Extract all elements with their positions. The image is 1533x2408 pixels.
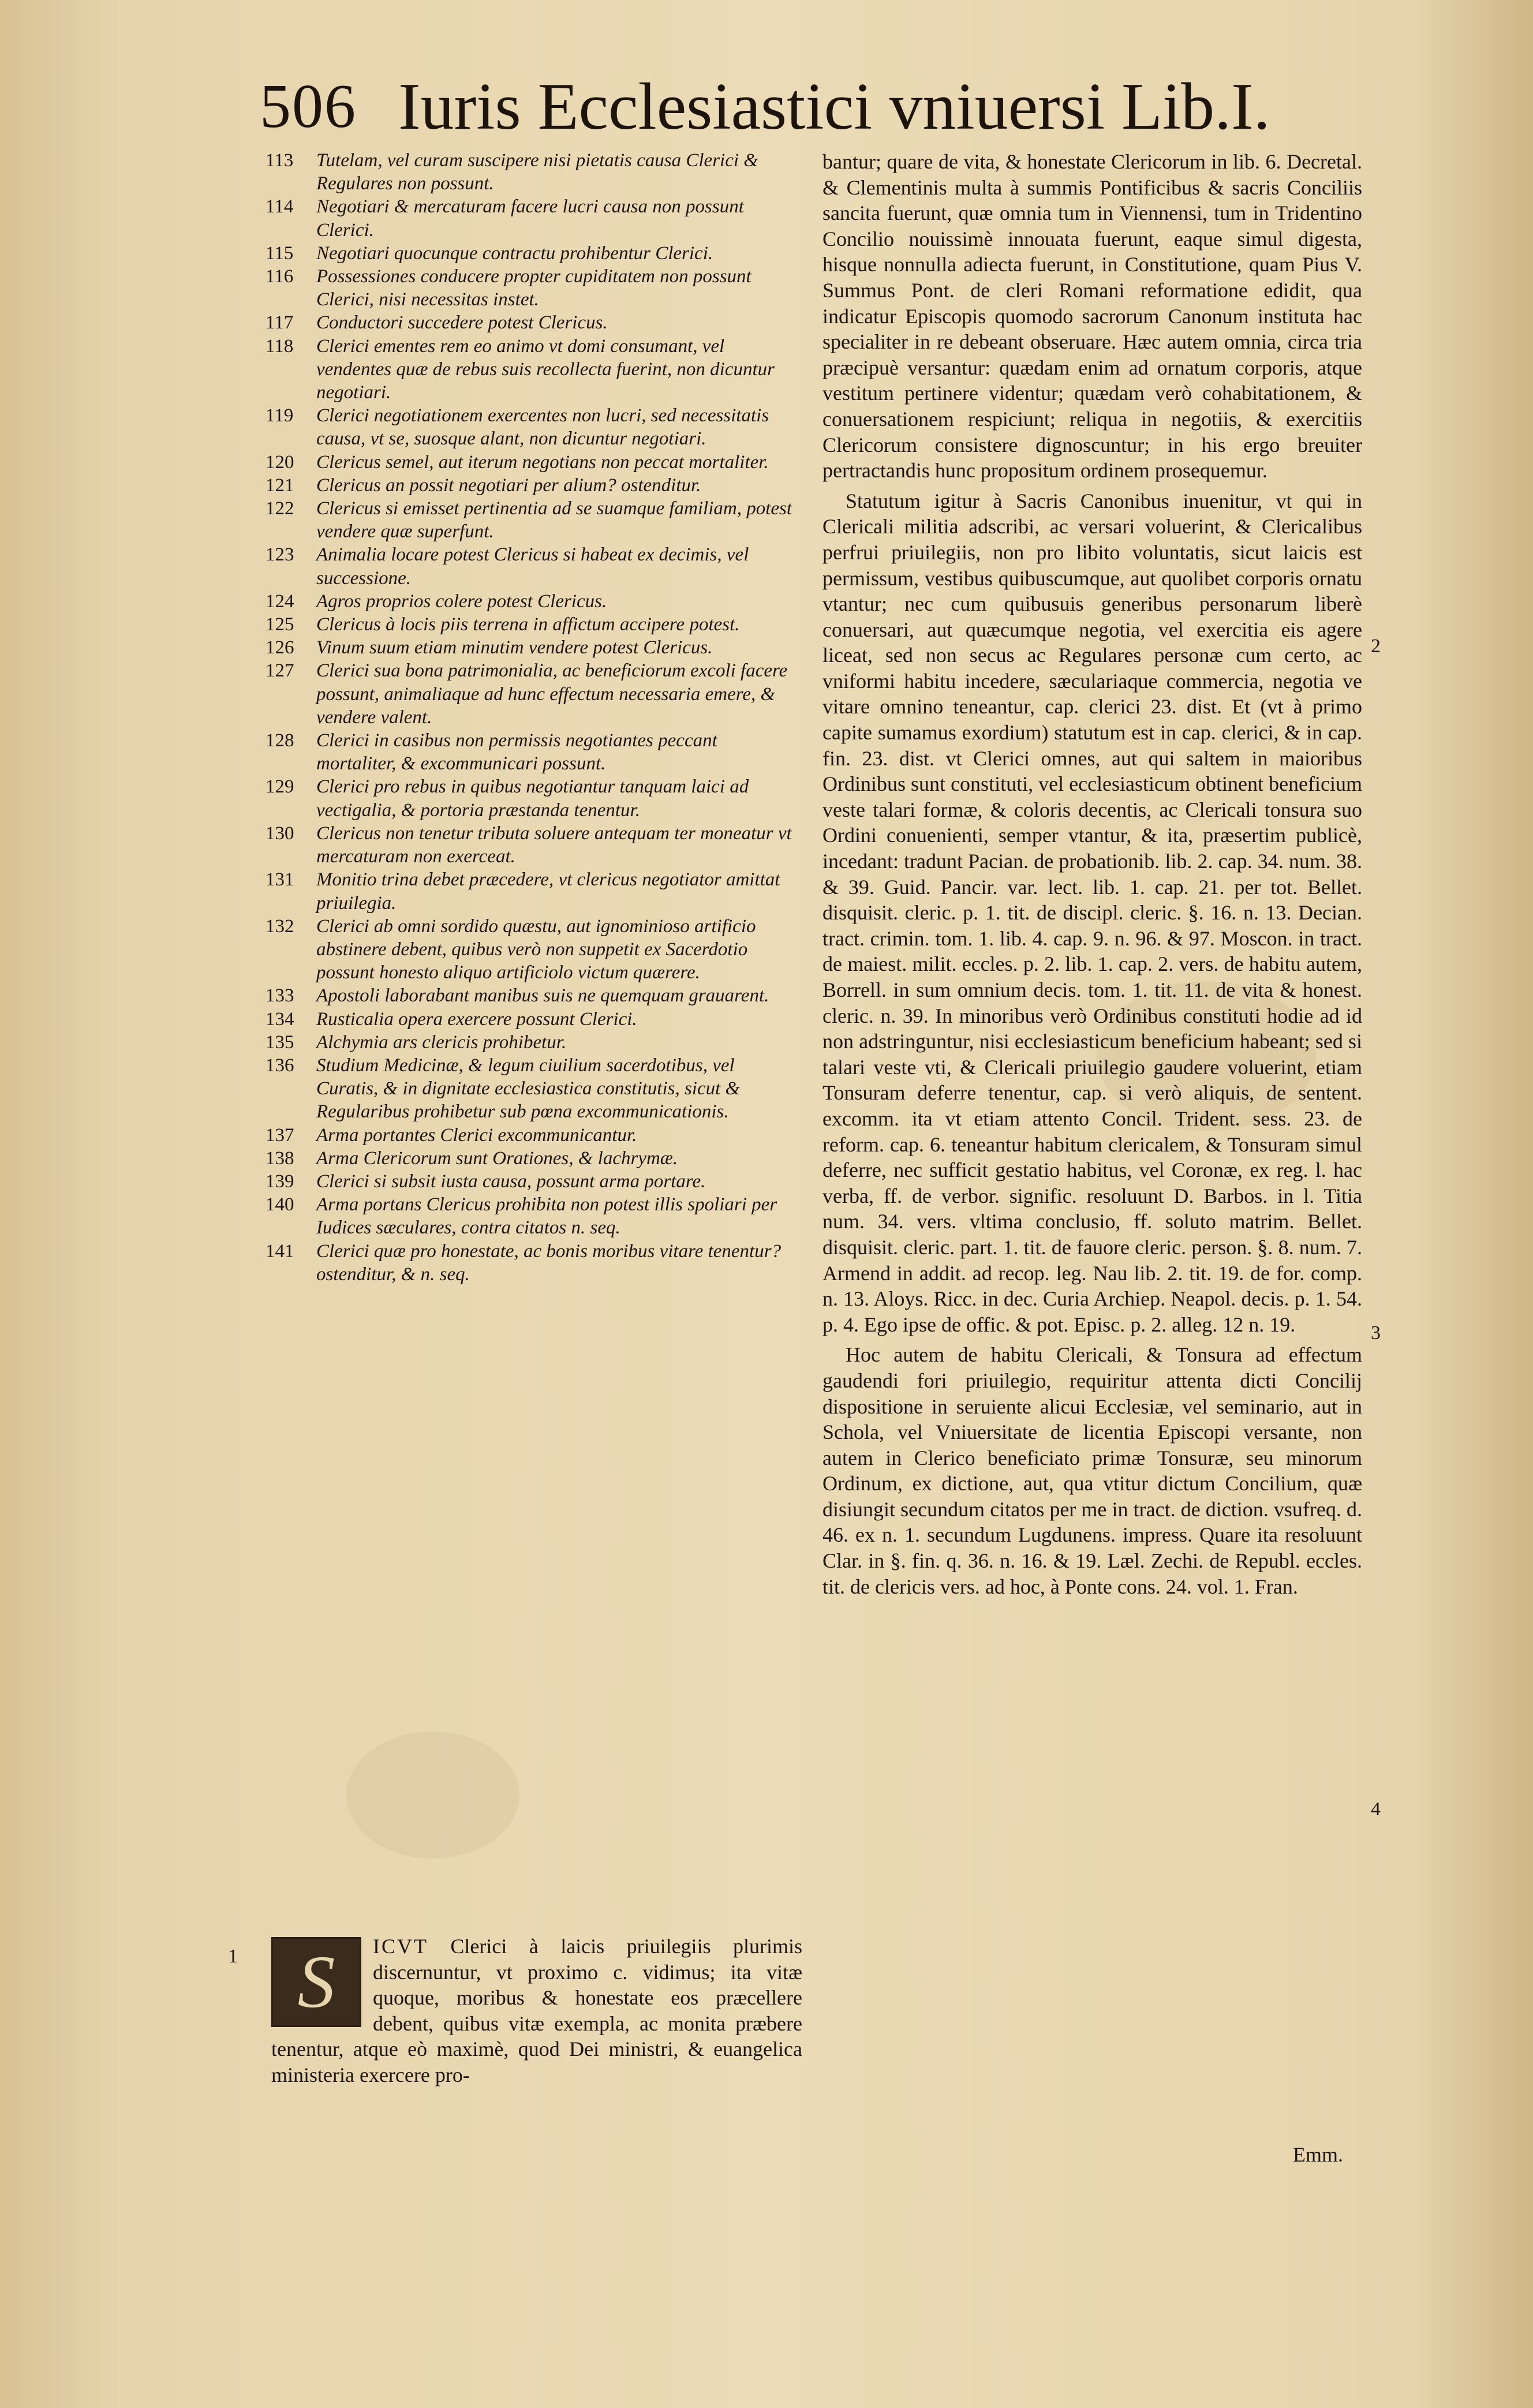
summary-item-text: Tutelam, vel curam suscipere nisi pietatis causa Clerici & Regulares non possunt. [316, 150, 758, 195]
summary-item [266, 1193, 797, 1239]
summary-item-number: 136 [266, 1055, 294, 1076]
summary-item-text: Studium Medicinæ, & legum ciuilium sacerdotibus, vel Curatis, & in dignitate ecclesiastica constitutis, sicut & Regularibus prohibetur sub pœna excommunicationis. [316, 1055, 741, 1123]
summary-item-number: 132 [266, 915, 294, 937]
summary-item-text: Clerici si subsit iusta causa, possunt arma portare. [316, 1171, 706, 1192]
summary-item-text: Arma Clericorum sunt Orationes, & lachrymæ. [316, 1147, 678, 1169]
summary-item-number: 126 [266, 637, 294, 659]
summary-item-number: 141 [266, 1240, 294, 1262]
summary-item-number: 134 [266, 1008, 294, 1030]
summary-item-text: Rusticalia opera exercere possunt Clerici. [316, 1008, 637, 1030]
summary-item [266, 775, 797, 821]
summary-item-number: 121 [266, 474, 294, 496]
margin-number: 3 [1371, 1322, 1381, 1344]
summary-item [266, 195, 797, 241]
summary-item-number: 140 [266, 1194, 294, 1216]
summary-item [266, 474, 797, 497]
summary-item [266, 1170, 797, 1193]
summary-item-number: 130 [266, 822, 294, 844]
body-text-left [271, 1934, 802, 2088]
summary-item-text: Clerici in casibus non permissis negotiantes peccant mortaliter, & excommunicari possunt. [316, 730, 717, 775]
summary-item-number: 120 [266, 451, 294, 473]
summary-item-text: Negotiari quocunque contractu prohibentur Clerici. [316, 242, 713, 264]
summary-item [266, 1054, 797, 1124]
summary-item-number: 123 [266, 544, 294, 566]
summary-item-number: 122 [266, 498, 294, 519]
summary-item-number: 138 [266, 1147, 294, 1169]
summary-item-text: Animalia locare potest Clericus si habeat ex decimis, vel successione. [316, 544, 749, 589]
summary-item-text: Apostoli laborabant manibus suis ne quemquam grauarent. [316, 985, 769, 1007]
summary-item-number: 124 [266, 590, 294, 612]
page-header [260, 69, 1356, 144]
summary-item-text: Monitio trina debet præcedere, vt clericus negotiator amittat priuilegia. [316, 869, 780, 914]
summary-item [266, 868, 797, 914]
summary-item-number: 133 [266, 985, 294, 1007]
summary-item [266, 984, 797, 1007]
summary-item-text: Clerici pro rebus in quibus negotiantur tanquam laici ad vectigalia, & portoria præstanda tenentur. [316, 776, 749, 821]
summary-item-text: Arma portantes Clerici excommunicantur. [316, 1124, 637, 1146]
margin-number: 2 [1371, 635, 1381, 657]
summary-item-text: Clerici ementes rem eo animo vt domi consumant, vel vendentes quæ de rebus suis recollecta fuerint, non dicuntur negotiari. [316, 335, 775, 403]
summary-item-number: 127 [266, 660, 294, 682]
summary-item [266, 1008, 797, 1031]
catchword: Emm. [1293, 2143, 1343, 2166]
summary-item-text: Possessiones conducere propter cupiditatem non possunt Clerici, nisi necessitas instet. [316, 266, 751, 311]
summary-item [266, 149, 797, 195]
summary-item [266, 404, 797, 450]
summary-item-text: Clericus semel, aut iterum negotians non peccat mortaliter. [316, 451, 769, 473]
body-paragraph: Statutum igitur à Sacris Canonibus inuenitur, vt qui in Clericali militia adscribi, ac versari voluerint, & Clericalibus perfrui priuilegiis, non pro libito voluntatis, sicut laicis est permissum, vestibus quibuscumque, aut quolibet corporis ornatu vtantur; nec cum quibusuis generibus personarum liberè conuersari, aut quæcumque negotia, vel exercitia eis agere liceat, sed non secus ac Regulares personæ cum certo, ac vniformi habitu incedere, sæculariaque commercia, negotia ve vitare omnino teneantur, cap. clerici 23. dist. Et (vt à primo capite sumamus exordium) statutum est in cap. clerici, & in cap. fin. 23. dist. vt Clerici omnes, aut qui saltem in maioribus Ordinibus sunt constituti, vel ecclesiasticum obtinent beneficium veste talari formæ, & coloris decentis, ac Clericali tonsura suo Ordini conuenienti, semper vtantur, & ita, præsertim publicè, incedant: tradunt Pacian. de probationib. lib. 2. cap. 34. num. 38. & 39. Guid. Pancir. var. lect. lib. 1. cap. 21. per tot. Bellet. disquisit. cleric. p. 1. tit. de discipl. cleric. §. 16. n. 13. Decian. tract. crimin. tom. 1. lib. 4. cap. 9. n. 96. & 97. Moscon. in tract. de maiest. milit. eccles. p. 2. lib. 1. cap. 2. vers. de habitu autem, Borrell. in sum omnium decis. tom. 1. tit. 11. de vita & honest. cleric. n. 39. In minoribus verò Ordinibus constituti hodie ad id non adstringuntur, nisi ecclesiasticum beneficium habeant; sed si talari veste vti, & Clericali priuilegio gaudere voluerint, etiam Tonsuram deferre tenentur, cap. si verò aliquis, de sentent. excomm. ita vt etiam attento Concil. Trident. sess. 23. de reform. cap. 6. teneantur habitum clericalem, & Tonsuram simul deferre, nec sufficit gestatio habitus, vel Coronæ, ex reg. l. hac verba, ff. de verbor. signific. resoluunt D. Barbos. in l. Titia num. 34. vers. vltima conclusio, ff. soluto matrim. Bellet. disquisit. cleric. part. 1. tit. de fauore cleric. person. §. 8. num. 7. Armend in addit. ad recop. leg. Nau lib. 2. tit. 19. de for. comp. n. 13. Aloys. Ricc. in dec. Curia Archiep. Neapol. decis. p. 1. 54. p. 4. Ego ipse de offic. & pot. Episc. p. 2. alleg. 12 n. 19. [822, 489, 1362, 1336]
summary-item-text: Vinum suum etiam minutim vendere potest Clericus. [316, 637, 713, 659]
summary-item-number: 137 [266, 1124, 294, 1146]
summary-list [266, 149, 797, 1286]
body-text-right [822, 149, 1362, 1599]
lead-word: ICVT [373, 1935, 428, 1958]
summary-item-number: 139 [266, 1171, 294, 1192]
body-paragraph: Hoc autem de habitu Clericali, & Tonsura ad effectum gaudendi fori priuilegio, requiritur attenta dicti Concilij dispositione in seruiente alicui Ecclesiæ, vel seminario, aut in Schola, vel Vniuersitate de licentia Episcopi versante, non autem in Clerico beneficiato primæ Tonsuræ, seu minorum Ordinum, ex dictione, aut, qua vtitur dictum Concilium, quæ disiungit secundum citatos per me in tract. de diction. vsufreq. d. 46. ex n. 1. secundum Lugdunens. impress. Quare ita resoluunt Clar. in §. fin. q. 36. n. 16. & 19. Læl. Zechi. de Republ. eccles. tit. de clericis vers. ad hoc, à Ponte cons. 24. vol. 1. Fran. [822, 1343, 1362, 1598]
summary-item-number: 135 [266, 1031, 294, 1053]
summary-item-text: Clericus à locis piis terrena in affictum accipere potest. [316, 614, 740, 635]
summary-item-text: Negotiari & mercaturam facere lucri causa non possunt Clerici. [316, 196, 744, 241]
summary-item-text: Clericus non tenetur tributa soluere antequam ter moneatur vt mercaturam non exerceat. [316, 822, 792, 868]
summary-item-text: Clericus si emisset pertinentia ad se suamque familiam, potest vendere quæ superfunt. [316, 498, 792, 543]
summary-item-text: Clerici sua bona patrimonialia, ac beneficiorum excoli facere possunt, animaliaque ad hunc effectum necessaria emere, & vendere valent. [316, 660, 788, 728]
summary-item [266, 636, 797, 659]
summary-item [266, 1240, 797, 1286]
summary-item-text: Alchymia ars clericis prohibetur. [316, 1031, 567, 1053]
summary-item-text: Clericus an possit negotiari per alium? ostenditur. [316, 474, 701, 496]
running-title: Iuris Ecclesiastici vniuersi Lib.I. [398, 70, 1270, 144]
summary-item-number: 131 [266, 869, 294, 891]
summary-item-number: 116 [266, 266, 294, 287]
summary-item [266, 543, 797, 589]
summary-item [266, 451, 797, 474]
initial-letter: S [297, 1940, 335, 2024]
decorated-initial [271, 1937, 361, 2027]
summary-item [266, 242, 797, 265]
summary-item-number: 129 [266, 776, 294, 798]
summary-item-number: 118 [266, 335, 294, 357]
summary-item-number: 115 [266, 242, 294, 264]
folio-number: 506 [260, 72, 357, 141]
summary-item-text: Arma portans Clericus prohibita non potest illis spoliari per Iudices sæculares, contra citatos n. seq. [316, 1194, 777, 1239]
summary-item-text: Conductori succedere potest Clericus. [316, 312, 608, 334]
summary-item [266, 915, 797, 985]
summary-item-text: Clerici quæ pro honestate, ac bonis moribus vitare tenentur? ostenditur, & n. seq. [316, 1240, 782, 1285]
summary-item [266, 822, 797, 868]
summary-item [266, 1147, 797, 1170]
summary-item-number: 125 [266, 614, 294, 635]
paper-stain [346, 1732, 519, 1859]
summary-item-number: 128 [266, 730, 294, 751]
summary-item [266, 497, 797, 543]
body-paragraph: Clerici à laicis priuilegiis plurimis discernuntur, vt proximo c. vidimus; ita vitæ quoque, moribus & honestate eos præcellere debent, quibus vitæ exempla, ac monita præbere tenentur, atque eò maximè, quod Dei ministri, & euangelica ministeria exercere pro- [271, 1935, 802, 2087]
summary-item [266, 729, 797, 775]
summary-item [266, 311, 797, 334]
summary-item-text: Clerici negotiationem exercentes non lucri, sed necessitatis causa, vt se, suosque alant, non dicuntur negotiari. [316, 405, 769, 450]
summary-item-number: 117 [266, 312, 294, 334]
section-number: 1 [228, 1946, 238, 1967]
summary-item [266, 1124, 797, 1147]
body-paragraph: bantur; quare de vita, & honestate Clericorum in lib. 6. Decretal. & Clementinis multa à summis Pontificibus & sacris Conciliis sancita fuerunt, quæ omnia tum in Viennensi, tum in Tridentino Concilio nouissimè innouata fuerunt, eaque simul digesta, hisque nonnulla adiecta fuerunt, in Constitutione, quam Pius V. Summus Pont. de cleri Romani reformatione edidit, qua indicatur Episcopis quomodo sacrorum Canonum instituta hac specialiter in re debeant obseruare. Hæc autem omnia, circa tria præcipuè versantur: quædam enim ad ornatum corporis, atque vestitum pertinere videntur; quædam verò cohabitationem, & conuersationem respiciunt; reliqua in negotiis, & exercitiis Clericorum consistere dignoscuntur; in his ergo breuiter pertractandis hunc propositum ordinem prosequemur. [822, 150, 1362, 483]
summary-item [266, 265, 797, 311]
summary-item [266, 613, 797, 636]
summary-item-text: Agros proprios colere potest Clericus. [316, 590, 607, 612]
margin-number: 4 [1371, 1798, 1381, 1820]
summary-item-number: 114 [266, 196, 294, 218]
summary-item-number: 113 [266, 150, 294, 171]
summary-item [266, 590, 797, 613]
summary-item [266, 659, 797, 729]
summary-item-text: Clerici ab omni sordido quæstu, aut ignominioso artificio abstinere debent, quibus verò non suppetit ex Sacerdotio possunt honesto aliquo artificiolo victum quærere. [316, 915, 756, 984]
summary-item [266, 1031, 797, 1054]
summary-item-number: 119 [266, 405, 294, 427]
summary-item [266, 335, 797, 405]
